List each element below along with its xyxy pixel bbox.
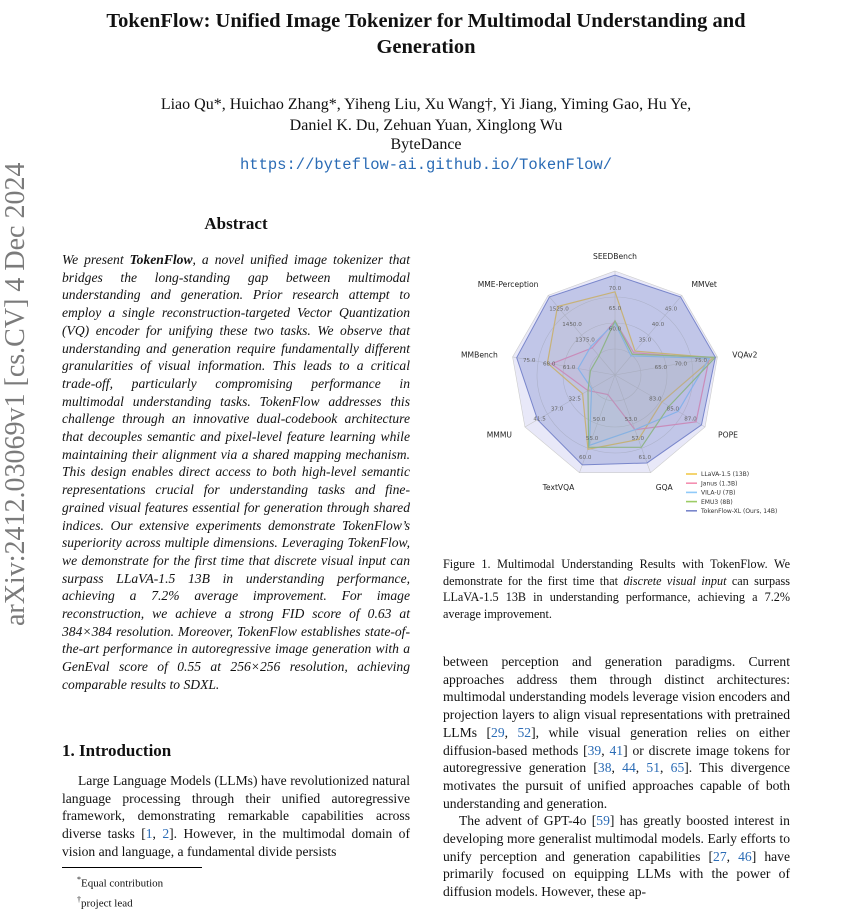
radar-tick-label: 61.0 xyxy=(638,454,652,461)
radar-chart xyxy=(443,228,790,528)
paper-title: TokenFlow: Unified Image Tokenizer for Multimodal Understanding and Generation xyxy=(106,10,746,58)
radar-tick-label: 65.0 xyxy=(608,306,622,313)
p1-text-c: ] or discrete image tokens for autoregressive generation [ xyxy=(443,742,790,776)
footnotes xyxy=(77,872,163,911)
citation-link[interactable]: 65 xyxy=(670,760,685,776)
citation-link[interactable]: 51 xyxy=(646,760,661,776)
citation-link[interactable]: 29 xyxy=(491,724,505,740)
footnote-2-text: project lead xyxy=(81,897,133,910)
radar-axis-label: MMBench xyxy=(461,350,498,360)
radar-axis-label: MMMU xyxy=(486,430,512,440)
radar-tick-label: 50.0 xyxy=(592,416,606,423)
intro-text-a: Large Language Models (LLMs) have revolutionized natural language processing through their unified autoregressive framework, demonstrating remarkable capabilities across diverse tasks [ xyxy=(62,773,410,842)
paragraph-1: between perception and generation paradigms. Current approaches address them through distinct architectures: multimodal understanding models leverage vision encoders and projection layers to align visual representations with pretrained LLMs [29, 52], while visual generation relies on either diffusion-based methods [39, 41] or discrete image tokens for autoregressive generation [38, 44, 51, 65]. This divergence motivates the pursuit of unified approaches capable of both understanding and generation. xyxy=(443,654,791,811)
citation-link[interactable]: 59 xyxy=(596,813,610,829)
legend-entry: EMU3 (8B) xyxy=(701,498,733,506)
intro-text-b: ]. However, in the multimodal domain of vision and language, a fundamental divide persists xyxy=(62,826,411,859)
author-list xyxy=(80,94,772,136)
citation-link[interactable]: 41 xyxy=(609,742,624,758)
caption-text-a: Figure 1. Multimodal Understanding Results with TokenFlow. We demonstrate for the first time that xyxy=(443,557,790,588)
abstract-method-name: TokenFlow xyxy=(129,252,193,267)
caption-text-b: can surpass LLaVA-1.5 13B in understanding performance, achieving a 7.2% average improvement. xyxy=(443,573,790,621)
radar-tick-label: 57.0 xyxy=(631,435,645,442)
footnote-divider xyxy=(62,867,202,868)
radar-tick-label: 1525.0 xyxy=(549,306,569,313)
citation-link[interactable]: 2 xyxy=(162,826,170,842)
radar-tick-label: 68.0 xyxy=(542,361,556,368)
radar-tick-label: 87.0 xyxy=(684,416,697,423)
radar-axis-label: GQA xyxy=(655,482,673,492)
project-url-link[interactable]: https://byteflow-ai.github.io/TokenFlow/ xyxy=(239,156,613,174)
abstract-body xyxy=(62,251,410,694)
citation-link[interactable]: 39 xyxy=(587,742,602,758)
radar-tick-label: 70.0 xyxy=(674,361,688,368)
radar-tick-label: 53.0 xyxy=(624,416,638,423)
citation-link[interactable]: 1 xyxy=(145,826,153,842)
radar-tick-label: 75.0 xyxy=(522,357,536,364)
authors-line-2: Daniel K. Du, Zehuan Yuan, Xinglong Wu xyxy=(289,117,563,134)
legend-entry: VILA-U (7B) xyxy=(701,489,736,497)
radar-tick-label: 45.0 xyxy=(664,306,678,313)
p1-text-a: between perception and generation paradigms. Current approaches address them through distinct architectures: multimodal understanding models leverage vision encoders and projection layers to align visual representations with pretrained LLMs [ xyxy=(443,654,790,740)
radar-axis-label: SEEDBench xyxy=(593,252,637,261)
radar-tick-label: 70.0 xyxy=(608,285,622,292)
citation-link[interactable]: 46 xyxy=(738,848,752,864)
radar-tick-label: 1450.0 xyxy=(562,321,582,328)
radar-tick-label: 61.0 xyxy=(562,364,576,371)
arxiv-stamp: arXiv:2412.03069v1 [cs.CV] 4 Dec 2024 xyxy=(0,162,31,626)
radar-tick-label: 55.0 xyxy=(585,435,599,442)
p2-text-c: ] have primarily focused on equipping LLMs with the power of diffusion models. However, these ap- xyxy=(443,848,791,900)
footnote-project-lead: †project lead xyxy=(77,894,133,910)
footnote-equal-contribution: *Equal contribution xyxy=(77,875,164,890)
abstract-heading: Abstract xyxy=(204,214,268,233)
radar-tick-label: 83.0 xyxy=(649,396,662,403)
citation-link[interactable]: 38 xyxy=(597,760,612,776)
radar-tick-label: 85.0 xyxy=(666,406,680,413)
radar-axis-label: MMVet xyxy=(691,279,717,289)
radar-tick-label: 1375.0 xyxy=(575,337,595,344)
radar-axis-label: VQAv2 xyxy=(732,350,758,360)
citation-link[interactable]: 44 xyxy=(622,760,636,776)
citation-link[interactable]: 52 xyxy=(517,724,532,740)
abstract-text-pre: We present xyxy=(62,252,130,267)
p2-text-a: The advent of GPT-4o [ xyxy=(459,813,597,829)
radar-axis-label: TextVQA xyxy=(542,482,575,492)
radar-tick-label: 60.0 xyxy=(578,454,592,461)
radar-tick-label: 40.0 xyxy=(651,321,665,328)
section-heading-introduction: 1. Introduction xyxy=(62,741,172,760)
citation-link[interactable]: 27 xyxy=(713,848,727,864)
authors-line-1: Liao Qu*, Huichao Zhang*, Yiheng Liu, Xu Wang†, Yi Jiang, Yiming Gao, Hu Ye, xyxy=(160,96,692,113)
radar-tick-label: 41.5 xyxy=(533,416,546,423)
radar-tick-label: 35.0 xyxy=(638,337,652,344)
legend-entry: TokenFlow-XL (Ours, 14B) xyxy=(701,508,778,515)
radar-axis-label: POPE xyxy=(718,430,738,440)
affiliation: ByteDance xyxy=(390,136,462,153)
paragraph-2: The advent of GPT-4o [59] has greatly boosted interest in developing more generalist multimodal models. Early efforts to unify perception and generation capabilities [27, 46] have primarily focused on equipping LLMs with the power of diffusion models. However, these ap- xyxy=(443,813,791,900)
p1-text-b: ], while visual generation relies on either diffusion-based methods [ xyxy=(443,724,790,758)
legend-entry: Janus (1.3B) xyxy=(701,480,738,488)
caption-emphasis: discrete visual input xyxy=(623,573,727,588)
legend-entry: LLaVA-1.5 (13B) xyxy=(701,471,750,479)
radar-tick-label: 60.0 xyxy=(608,326,622,333)
figure-caption xyxy=(443,556,790,622)
radar-tick-label: 65.0 xyxy=(654,364,668,371)
radar-tick-label: 32.5 xyxy=(568,396,581,403)
right-column-text xyxy=(443,653,790,901)
footnote-1-text: Equal contribution xyxy=(81,877,164,890)
intro-paragraph: Large Language Models (LLMs) have revolutionized natural language processing through their unified autoregressive framework, demonstrating remarkable capabilities across diverse tasks [1, 2]. However, in the multimodal domain of vision and language, a fundamental divide persists xyxy=(62,773,411,859)
p1-text-d: ]. This divergence motivates the pursuit of unified approaches capable of both understanding and generation. xyxy=(443,760,791,811)
radar-tick-label: 37.0 xyxy=(550,406,564,413)
radar-axis-label: MME-Perception xyxy=(477,279,539,289)
abstract-text: , a novel unified image tokenizer that bridges the long-standing gap between multimodal understanding and generation. Prior research attempt to employ a single reconstruction-targeted Vector Quantization (VQ) encoder for unifying these two tasks. We observe that understanding and generation require fundamentally different granularities of visual information. This leads to a critical trade-off, particularly compromising performance in multimodal understanding tasks. TokenFlow addresses this challenge through an innovative dual-codebook architecture that decouples semantic and pixel-level feature learning while maintaining their alignment via a shared mapping mechanism. This design enables direct access to both high-level semantic representations crucial for understanding tasks and fine-grained visual features essential for generation through shared indices. Our extensive experiments demonstrate TokenFlow’s superiority across multiple dimensions. Leveraging TokenFlow, we demonstrate for the first time that discrete visual input can surpass LLaVA-1.5 13B in understanding performance, achieving a 7.2% average improvement. For image reconstruction, we achieve a strong FID score of 0.63 at 384×384 resolution. Moreover, TokenFlow establishes state-of-the-art performance in autoregressive image generation with a GenEval score of 0.55 at 256×256 resolution, achieving comparable results to SDXL. xyxy=(62,252,411,692)
radar-tick-label: 75.0 xyxy=(694,357,708,364)
p2-text-b: ] has greatly boosted interest in developing more generalist multimodal models. Early efforts to unify perception and generation capabilities [ xyxy=(443,813,790,864)
